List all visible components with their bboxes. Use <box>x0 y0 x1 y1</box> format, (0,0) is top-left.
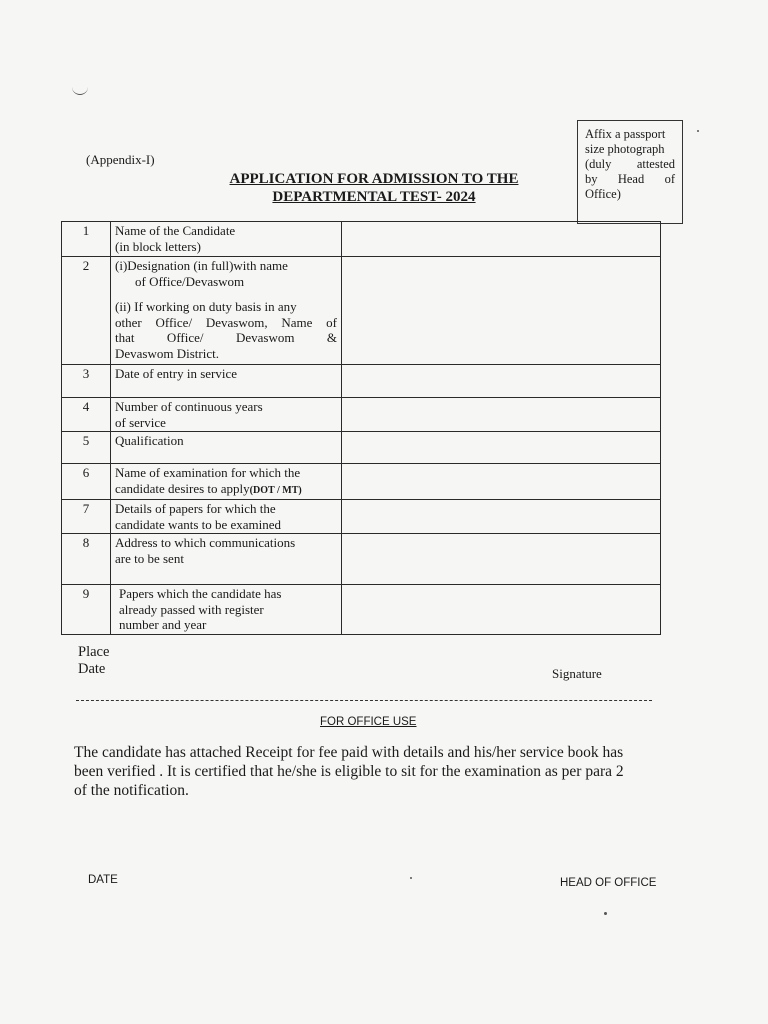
row-question: Details of papers for which the candidate wants to be examined <box>111 500 342 534</box>
head-of-office-label: HEAD OF OFFICE <box>560 877 657 889</box>
row-number: 9 <box>62 585 111 635</box>
photo-box-line: (duly attested <box>585 157 675 171</box>
footer-date-label: DATE <box>88 874 118 886</box>
row-question: Qualification <box>111 432 342 464</box>
signature-label: Signature <box>552 666 602 681</box>
dashed-divider <box>76 700 652 701</box>
photo-box-line: Office) <box>585 187 621 201</box>
row-number: 7 <box>62 500 111 534</box>
table-row <box>62 222 661 257</box>
row-number: 5 <box>62 432 111 464</box>
photo-box-line: Affix a passport <box>585 127 666 141</box>
row-question: Name of the Candidate (in block letters) <box>111 222 342 257</box>
photo-box-line: size photograph <box>585 142 665 156</box>
answer-cell[interactable] <box>342 365 661 398</box>
pen-mark <box>72 86 88 95</box>
place-date-block <box>78 644 109 678</box>
answer-cell[interactable] <box>342 500 661 534</box>
row-number: 2 <box>62 257 111 365</box>
row-question: (i)Designation (in full)with name of Office/Devaswom (ii) If working on duty basis in any other Office/ Devaswom, Name of that Office/ Devaswom & Devaswom District. <box>111 257 342 365</box>
answer-cell[interactable] <box>342 222 661 257</box>
table-row <box>62 398 661 432</box>
table-row <box>62 534 661 585</box>
scan-speck <box>604 912 607 915</box>
table-row <box>62 365 661 398</box>
answer-cell[interactable] <box>342 257 661 365</box>
form-title-line-2: DEPARTMENTAL TEST- 2024 <box>272 189 476 205</box>
table-row <box>62 257 661 365</box>
scan-speck <box>410 877 412 879</box>
row-question: Address to which communications are to be sent <box>111 534 342 585</box>
row-question: Name of examination for which the candidate desires to apply(DOT / MT) <box>111 464 342 500</box>
certification-text: The candidate has attached Receipt for fee paid with details and his/her service book has been verified . It is certified that he/she is eligible to sit for the examination as per para 2 of the notification. <box>74 744 624 799</box>
date-label: Date <box>78 661 106 677</box>
appendix-label: (Appendix-I) <box>86 152 155 167</box>
answer-cell[interactable] <box>342 585 661 635</box>
answer-cell[interactable] <box>342 398 661 432</box>
scan-speck <box>697 130 699 132</box>
office-use-heading: FOR OFFICE USE <box>320 716 417 728</box>
table-row <box>62 500 661 534</box>
row-number: 1 <box>62 222 111 257</box>
passport-photo-box <box>577 120 683 224</box>
row-number: 8 <box>62 534 111 585</box>
application-table <box>61 221 661 635</box>
row-question: Papers which the candidate has already passed with register number and year <box>111 585 342 635</box>
table-row <box>62 464 661 500</box>
row-question: Number of continuous years of service <box>111 398 342 432</box>
answer-cell[interactable] <box>342 534 661 585</box>
place-label: Place <box>78 644 110 660</box>
table-row <box>62 585 661 635</box>
row-question: Date of entry in service <box>111 365 342 398</box>
row-number: 3 <box>62 365 111 398</box>
answer-cell[interactable] <box>342 432 661 464</box>
photo-box-line: by Head of <box>585 172 675 186</box>
row-number: 6 <box>62 464 111 500</box>
row-number: 4 <box>62 398 111 432</box>
form-title-line-1: APPLICATION FOR ADMISSION TO THE <box>229 171 519 187</box>
table-row <box>62 432 661 464</box>
answer-cell[interactable] <box>342 464 661 500</box>
